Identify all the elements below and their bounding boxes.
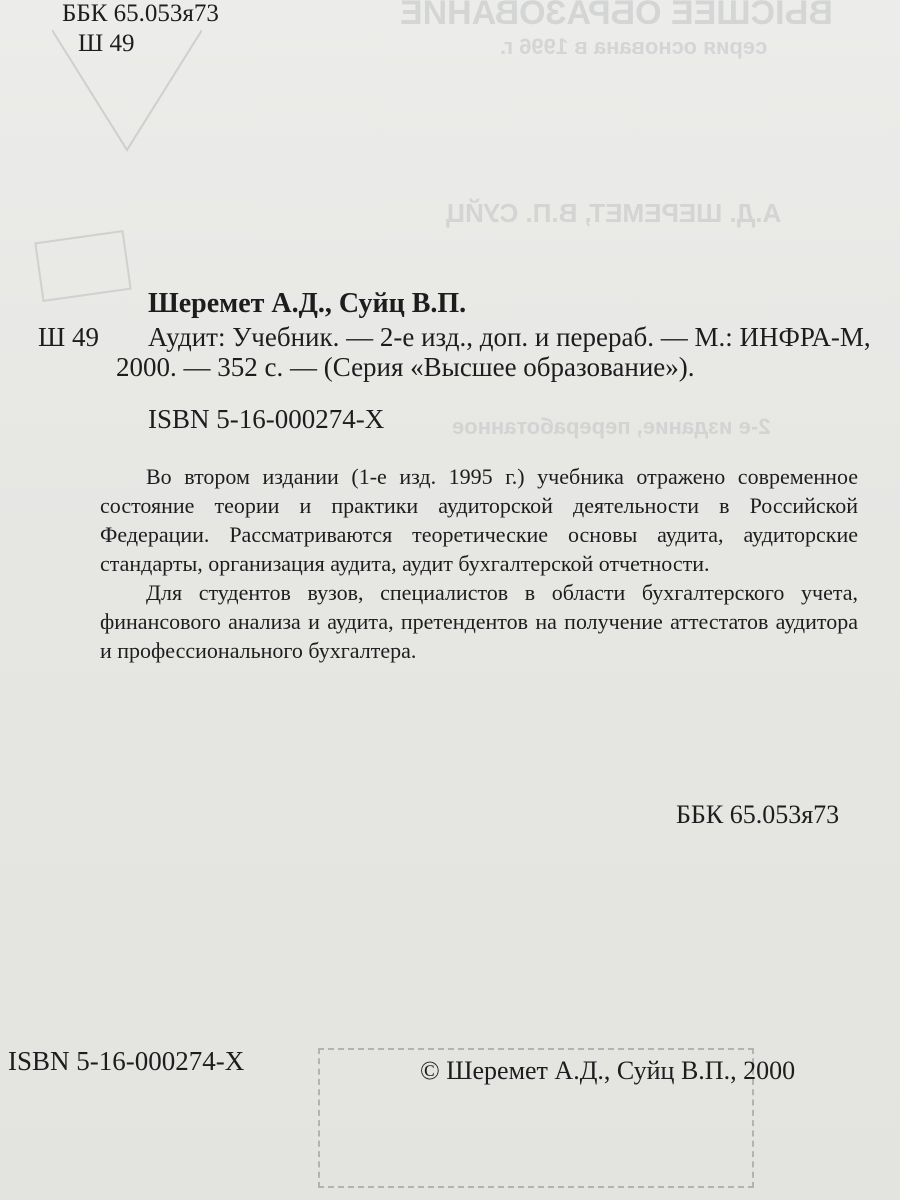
abstract-paragraph-2: Для студентов вузов, специалистов в области бухгалтерского учета, финансового анализа и аудита, претендентов на получение аттестатов аудитора и профессионального бухгалтера.	[100, 580, 858, 663]
bleed-stamp-icon	[34, 230, 131, 302]
author-mark: Ш 49	[38, 322, 99, 352]
catalog-line-2: 2000. — 352 с. — (Серия «Высшее образование»).	[116, 352, 695, 382]
bleed-line: 2-е издание, переработанное	[452, 414, 771, 439]
bbk-code-top: ББК 65.053я73	[62, 0, 219, 27]
bleed-line: серия основана в 1996 г.	[500, 34, 768, 59]
authors: Шеремет А.Д., Суйц В.П.	[148, 288, 467, 319]
footer-isbn: ISBN 5-16-000274-X	[8, 1046, 245, 1076]
abstract-paragraph-1: Во втором издании (1-е изд. 1995 г.) учебника отражено современное состояние теории и практики аудиторской деятельности в Российской Федерации. Рассматриваются теоретические основы аудита, аудиторские стандарты, организация аудита, аудит бухгалтерской отчетности.	[100, 464, 858, 576]
author-mark-top: Ш 49	[78, 30, 135, 57]
copyright: © Шеремет А.Д., Суйц В.П., 2000	[420, 1056, 796, 1085]
bbk-code: ББК 65.053я73	[676, 800, 840, 829]
catalog-isbn: ISBN 5-16-000274-X	[148, 404, 385, 434]
bleed-line: ВЫСШЕЕ ОБРАЗОВАНИЕ	[400, 0, 833, 32]
bleed-line: А.Д. ШЕРЕМЕТ, В.П. СУЙЦ	[446, 198, 782, 228]
catalog-line-1: Аудит: Учебник. — 2-е изд., доп. и перераб. — М.: ИНФРА-М,	[148, 322, 871, 352]
abstract	[100, 462, 858, 665]
